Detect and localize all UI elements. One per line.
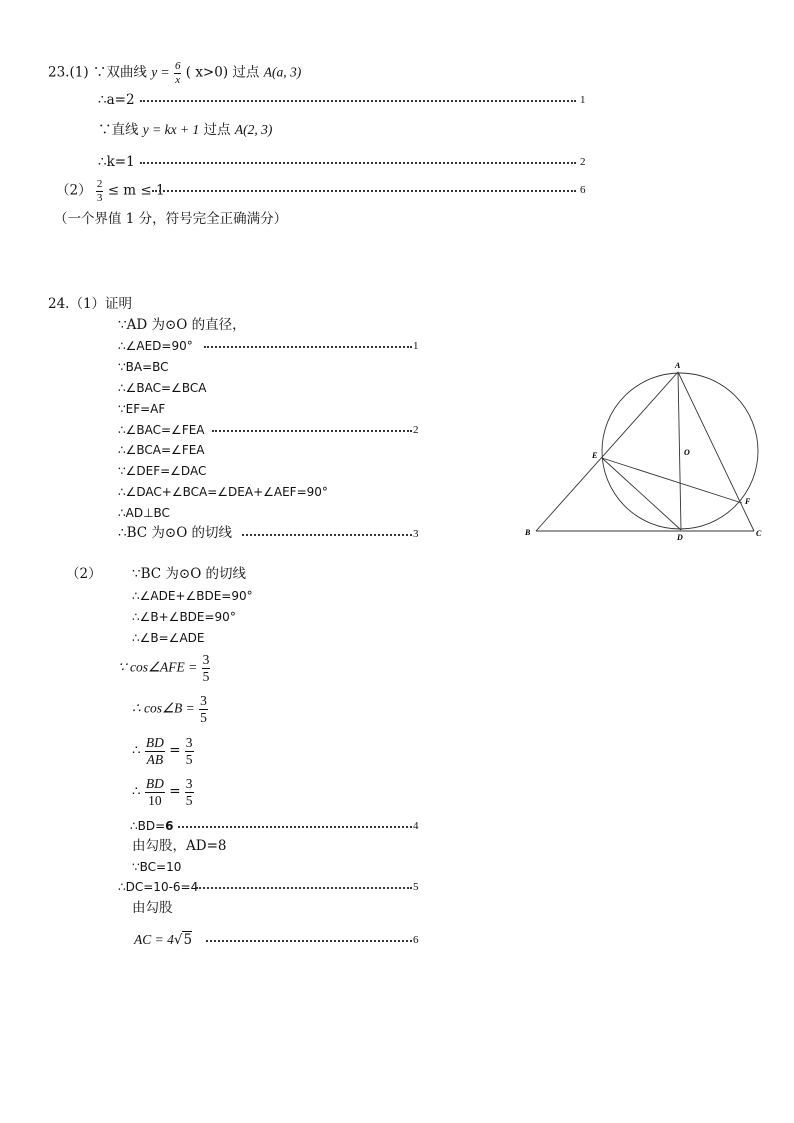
q23-part2-line	[56, 178, 165, 204]
leader-dots	[140, 162, 576, 164]
leader-dots	[242, 534, 412, 536]
ratio-prefix: ∴	[132, 742, 141, 759]
score-mark: 4	[413, 820, 419, 832]
fraction-numerator: BD	[145, 776, 164, 791]
ratio-prefix: ∴	[132, 783, 141, 800]
fraction-denominator: 5	[202, 668, 210, 684]
bd-label: ∴BD=	[130, 819, 166, 833]
proof-line: ∴∠B+∠BDE=90°	[132, 610, 236, 624]
score-mark: 1	[580, 94, 586, 106]
proof-line: ∴∠ADE+∠BDE=90°	[132, 589, 253, 603]
fraction-denominator: AB	[146, 751, 164, 767]
proof-line: ∴BC 为⊙O 的切线	[118, 525, 233, 541]
circle-o	[602, 373, 758, 529]
q23-part2-label: （2）	[56, 182, 92, 199]
cos-b-prefix: ∴ cos∠B =	[132, 700, 195, 716]
bd-result-line	[130, 820, 174, 832]
hyperbola-numerator: 6	[174, 60, 181, 72]
fraction-denominator: 5	[185, 792, 193, 808]
pythagoras-ac: 由勾股	[132, 900, 173, 916]
proof-line: ∵BC 为⊙O 的切线	[132, 566, 247, 582]
fraction-numerator: 3	[185, 776, 193, 791]
leader-dots	[212, 430, 412, 432]
q23-line-linear	[98, 123, 272, 138]
equals-sign: =	[169, 742, 181, 759]
proof-line: ∵AD 为⊙O 的直径，	[118, 317, 246, 333]
score-mark: 5	[413, 881, 419, 893]
bd-value: 6	[165, 819, 174, 833]
q23-passes-2: 过点	[203, 122, 231, 138]
fraction-denominator: 5	[200, 709, 207, 725]
score-mark: 3	[413, 528, 419, 540]
q23-line-hyperbola	[48, 60, 301, 86]
ratio-bd-10-line	[132, 776, 194, 808]
q23-point-1: A(a, 3)	[263, 64, 302, 80]
ratio-right-fraction	[185, 735, 194, 767]
ratio-left-fraction	[145, 735, 165, 767]
pythagoras-ad: 由勾股，AD=8	[132, 838, 227, 854]
proof-line: ∵∠DEF=∠DAC	[118, 464, 207, 478]
fraction-denominator: 10	[148, 792, 162, 808]
q24-label: 24.（1）证明	[48, 296, 133, 312]
ac-result-line	[134, 933, 192, 948]
fraction-denominator: 5	[185, 751, 193, 767]
fraction-numerator: 3	[202, 652, 210, 667]
q23-point-2: A(2, 3)	[234, 122, 273, 137]
leader-dots	[140, 100, 576, 102]
label-b: B	[525, 528, 531, 537]
segment-ef	[602, 458, 742, 503]
leader-dots	[206, 940, 412, 942]
q23-note: （一个界值 1 分，符号完全正确满分）	[54, 211, 288, 227]
q23-label: 23.(1)	[48, 64, 89, 81]
cos-b-line	[132, 693, 208, 725]
proof-line: ∴∠AED=90°	[118, 339, 193, 353]
equals-sign: =	[169, 783, 181, 800]
proof-line: ∵EF=AF	[118, 402, 166, 416]
cos-b-fraction	[199, 693, 208, 725]
score-mark: 2	[580, 156, 586, 168]
sqrt-symbol: √	[173, 932, 183, 948]
q23-because-hyperbola: ∵双曲线	[92, 64, 147, 81]
label-o: O	[684, 448, 690, 457]
label-c: C	[756, 529, 762, 538]
score-mark: 6	[413, 934, 419, 946]
proof-line: ∴∠DAC+∠BCA=∠DEA+∠AEF=90°	[118, 485, 328, 499]
hyperbola-denominator: x	[175, 73, 181, 86]
fraction-numerator: BD	[145, 735, 164, 750]
dc-line: ∴DC=10-6=4	[118, 880, 199, 894]
part2-fraction	[96, 178, 104, 204]
label-a: A	[675, 361, 681, 370]
cos-afe-fraction	[202, 652, 211, 684]
ac-prefix: AC = 4	[134, 932, 174, 947]
score-mark: 6	[580, 184, 586, 196]
q23-a-value: ∴a=2	[98, 92, 135, 108]
proof-line: ∴∠BAC=∠FEA	[118, 423, 205, 437]
score-mark: 2	[413, 424, 419, 436]
line-equation: y = kx + 1	[142, 122, 200, 137]
ratio-left-fraction	[145, 776, 165, 808]
hyperbola-domain: ( x>0)	[185, 64, 229, 81]
score-mark: 1	[413, 340, 419, 352]
q23-because-line: ∵直线	[98, 122, 139, 138]
label-d: D	[677, 533, 683, 542]
hyperbola-y: y =	[151, 64, 170, 80]
proof-line: ∴∠BCA=∠FEA	[118, 443, 205, 457]
geometry-figure	[520, 360, 770, 545]
segment-ba	[536, 372, 678, 531]
cos-afe-prefix: ∵ cos∠AFE =	[118, 659, 198, 675]
ratio-bd-ab-line	[132, 735, 194, 767]
leader-dots	[196, 887, 412, 889]
hyperbola-fraction	[174, 60, 182, 86]
sqrt-radicand: 5	[183, 932, 193, 948]
q23-k-value: ∴k=1	[98, 154, 135, 170]
leader-dots	[204, 346, 412, 348]
proof-line: ∴∠BAC=∠BCA	[118, 381, 207, 395]
leader-dots	[152, 190, 576, 192]
leader-dots	[178, 826, 412, 828]
proof-line: ∴∠B=∠ADE	[132, 631, 205, 645]
q23-passes-1: 过点	[232, 64, 260, 81]
part2-denominator: 3	[96, 191, 103, 204]
proof-line: ∴AD⊥BC	[118, 506, 170, 520]
segment-ad	[678, 372, 681, 530]
label-e: E	[592, 451, 598, 460]
part2-inequality: ≤ m ≤ 1	[107, 182, 165, 199]
q24-part2-label: （2）	[66, 566, 102, 582]
cos-afe-line	[118, 652, 210, 684]
part2-numerator: 2	[96, 178, 103, 190]
fraction-numerator: 3	[185, 735, 193, 750]
bc-line: ∵BC=10	[132, 860, 182, 874]
label-f: F	[745, 497, 751, 506]
ratio-right-fraction	[185, 776, 194, 808]
proof-line: ∵BA=BC	[118, 360, 169, 374]
fraction-numerator: 3	[200, 693, 207, 708]
